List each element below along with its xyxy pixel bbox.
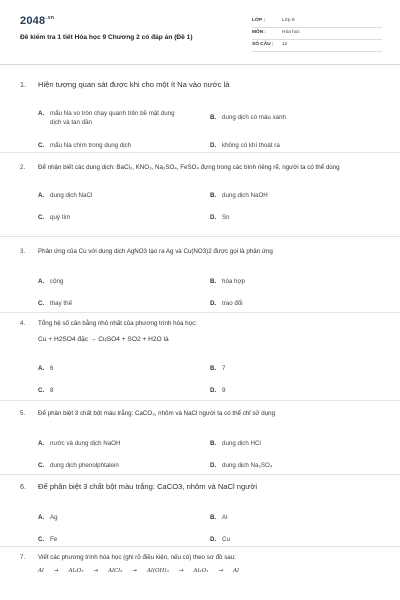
arrow-icon: → [93,568,99,575]
question-separator [0,546,400,547]
chain-item: Al [233,568,239,575]
question-separator [0,474,400,475]
option-b[interactable]: B. dung dịch NaOH [210,192,268,200]
site-logo[interactable]: $2048^{.vn}$ [20,15,55,27]
chain-item: AlCl₃ [108,568,123,575]
arrow-icon: → [53,568,59,575]
option-a[interactable]: A. nước và dung dịch NaOH [38,440,121,448]
question-separator [0,312,400,313]
reaction-chain [38,568,382,576]
question-stem: Phản ứng của Cu với dung dịch AgNO3 tạo ra Ag và Cu(NO3)2 được gọi là phản ứng [38,248,273,255]
chain-item: Al₂O₃ [193,568,209,575]
chain-item: Al [38,568,44,575]
option-b[interactable]: B. Al [210,514,228,522]
option-d[interactable]: D. dung dịch Na₂SO₄ [210,462,273,470]
option-a[interactable]: A. 6 [38,365,54,373]
chain-item: Al(OH)₃ [146,568,169,575]
option-d[interactable]: D. 9 [210,387,226,395]
question-stem: Viết các phương trình hóa học (ghi rõ điều kiện, nếu có) theo sơ đồ sau: [38,554,236,561]
arrow-icon: → [178,568,184,575]
question-separator [0,400,400,401]
option-b[interactable]: B. 7 [210,365,226,373]
question-stem: Để phân biệt 3 chất bột màu trắng: CaCO₃, nhôm và NaCl người ta có thể chỉ sử dụng [38,410,276,417]
option-d[interactable]: D. trao đổi [210,300,243,308]
option-c[interactable]: C. dung dịch phenolphtalein [38,462,119,470]
question-2: 2. Để nhận biết các dung dịch: BaCl₂, KNO₃, Na₂SO₄, FeSO₄ đựng trong các bình riêng rẽ, người ta có thể dùng A. dung dịch NaCl B. dung dịch NaOH C. quỳ tím D. Sn [20,164,382,172]
meta-row-count: SỐ CÂU : 12 [252,40,382,52]
option-a[interactable]: A. Ag [38,514,58,522]
header [20,14,382,62]
reaction-equation: Cu + H2SO4 đặc → CuSO4 + SO2 + H2O là [38,336,169,344]
option-c[interactable]: C. thay thế [38,300,73,308]
option-b[interactable]: B. dung dịch HCl [210,440,261,448]
header-divider [0,64,400,65]
option-b[interactable]: B. hóa hợp [210,278,245,286]
option-d[interactable]: D. Sn [210,214,230,222]
document-title: Đề kiểm tra 1 tiết Hóa học 9 Chương 2 có đáp án (Đề 1) [20,34,193,41]
option-a[interactable]: A. cộng [38,278,64,286]
option-b[interactable]: B. dung dịch có màu xanh [210,114,286,122]
question-stem: Hiện tượng quan sát được khi cho một ít Na vào nước là [38,80,230,89]
question-stem: Để phân biệt 3 chất bột màu trắng: CaCO3, nhôm và NaCl người [38,482,258,491]
option-a[interactable]: A. mẩu Na vo tròn chạy quanh trên bề mặt dung dịch và tan dần [38,110,175,126]
option-a[interactable]: A. dung dịch NaCl [38,192,93,200]
question-3: 3. Phản ứng của Cu với dung dịch AgNO3 tạo ra Ag và Cu(NO3)2 được gọi là phản ứng A. cộng B. hóa hợp C. thay thế D. trao đổi [20,248,382,256]
question-separator [0,236,400,237]
question-7: 7. Viết các phương trình hóa học (ghi rõ điều kiện, nếu có) theo sơ đồ sau: Al → Al₂O₃ → AlCl₃ → Al(OH)₃ → Al₂O₃ → Al [20,554,382,576]
option-c[interactable]: C. 8 [38,387,54,395]
question-1: 1. Hiện tượng quan sát được khi cho một ít Na vào nước là A. mẩu Na vo tròn chạy quanh trên bề mặt dung dịch và tan dần B. dung dịch có màu xanh C. mẩu Na chìm trong dung dịch D. không có khí thoát ra [20,80,382,90]
chain-item: Al₂O₃ [68,568,84,575]
arrow-icon: → [132,568,137,575]
option-c[interactable]: C. mẩu Na chìm trong dung dịch [38,142,132,150]
option-c[interactable]: C. quỳ tím [38,214,71,222]
option-d[interactable]: D. Cu [210,536,230,544]
question-4: 4. Tổng hệ số cân bằng nhỏ nhất của phương trình hóa học: Cu + H2SO4 đặc → CuSO4 + SO2 + H2O là A. 6 B. 7 C. 8 D. 9 [20,320,382,345]
question-stem: Để nhận biết các dung dịch: BaCl₂, KNO₃, Na₂SO₄, FeSO₄ đựng trong các bình riêng rẽ, người ta có thể dùng [38,164,340,171]
question-6: 6. Để phân biệt 3 chất bột màu trắng: CaCO3, nhôm và NaCl người A. Ag B. Al C. Fe D. Cu [20,482,382,492]
question-separator [0,152,400,153]
meta-table [252,16,382,52]
question-5: 5. Để phân biệt 3 chất bột màu trắng: CaCO₃, nhôm và NaCl người ta có thể chỉ sử dụng A. nước và dung dịch NaOH B. dung dịch HCl C. dung dịch phenolphtalein D. dung dịch Na₂SO₄ [20,410,382,418]
option-d[interactable]: D. không có khí thoát ra [210,142,280,150]
meta-row-class: LỚP : Lớp 9 [252,16,382,28]
option-c[interactable]: C. Fe [38,536,58,544]
question-stem: Tổng hệ số cân bằng nhỏ nhất của phương trình hóa học: [38,320,197,327]
meta-row-subject: MÔN : Hóa học [252,28,382,40]
arrow-icon: → [218,568,224,575]
